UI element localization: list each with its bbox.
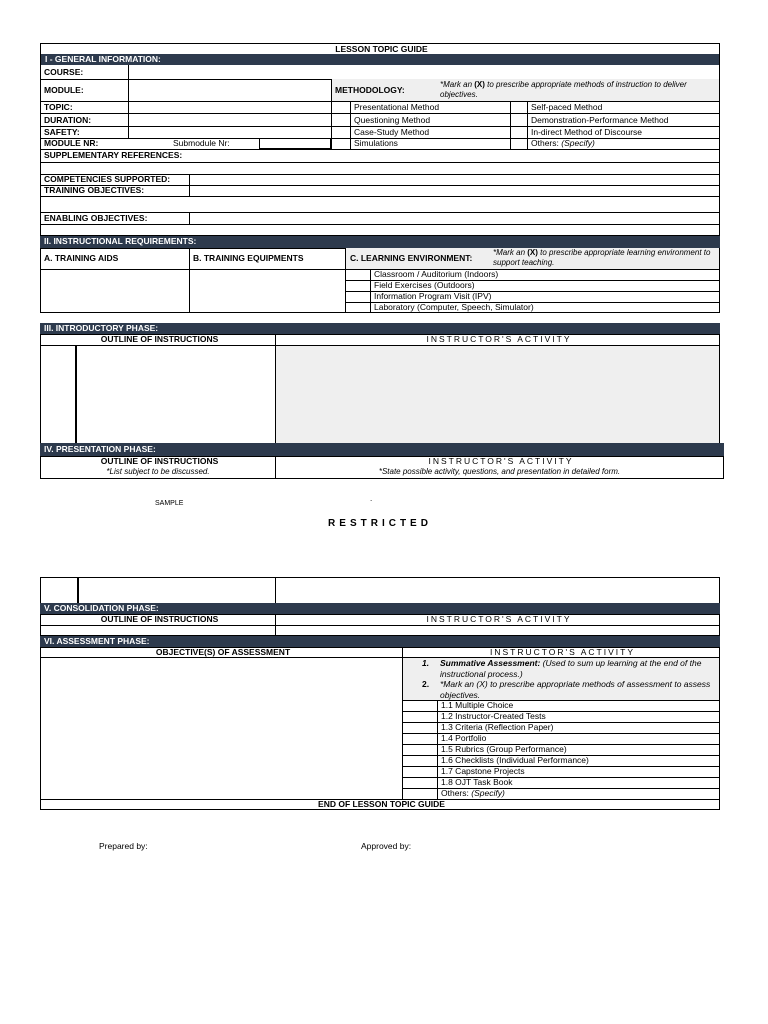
assessment-method: 1.6 Checklists (Individual Performance)	[441, 755, 589, 765]
assessment-method: 1.3 Criteria (Reflection Paper)	[441, 722, 554, 732]
method-option: Questioning Method	[354, 115, 431, 125]
end-of-guide: END OF LESSON TOPIC GUIDE	[318, 799, 445, 809]
introductory-outline-field[interactable]	[78, 346, 274, 443]
assessment-method: 1.5 Rubrics (Group Performance)	[441, 744, 567, 754]
continuation-activity-field[interactable]	[276, 578, 719, 603]
module-field[interactable]	[128, 79, 331, 101]
env-option: Information Program Visit (IPV)	[374, 291, 492, 301]
introductory-activity-field[interactable]	[276, 346, 719, 443]
assessment-method: 1.4 Portfolio	[441, 733, 487, 743]
restricted-stamp: RESTRICTED	[328, 518, 432, 529]
consolidation-activity-field[interactable]	[276, 626, 719, 636]
module-nr-label: MODULE NR:	[44, 138, 99, 148]
section-introductory-header: III. INTRODUCTORY PHASE:	[40, 323, 720, 334]
module-label: MODULE:	[44, 85, 84, 95]
method-option: In-direct Method of Discourse	[531, 127, 643, 137]
list-subject-note: *List subject to be discussed.	[106, 467, 210, 476]
env-option: Field Exercises (Outdoors)	[374, 280, 475, 290]
training-equipments-header: B. TRAINING EQUIPMENTS	[189, 248, 304, 313]
continuation-outline-field[interactable]	[80, 578, 274, 603]
prepared-by-label: Prepared by:	[99, 841, 148, 851]
outline-header: OUTLINE OF INSTRUCTIONS	[100, 334, 219, 344]
method-option-others: Others: (Specify)	[531, 138, 595, 148]
training-objectives-label: TRAINING OBJECTIVES:	[44, 185, 145, 195]
methodology-label: METHODOLOGY:	[335, 85, 405, 95]
assessment-item-2: 2. *Mark an (X) to prescribe appropriate methods of assessment to assess objectives.	[422, 679, 711, 700]
competencies-field[interactable]	[189, 174, 719, 185]
section-assessment-header: VI. ASSESSMENT PHASE:	[40, 636, 720, 647]
method-option: Demonstration-Performance Method	[531, 115, 669, 125]
activity-header: INSTRUCTOR'S ACTIVITY	[489, 647, 635, 657]
enabling-objectives-label: ENABLING OBJECTIVES:	[44, 213, 148, 223]
activity-header: INSTRUCTOR'S ACTIVITY	[275, 614, 719, 636]
learning-env-header: C. LEARNING ENVIRONMENT:	[350, 253, 473, 263]
submodule-nr-label: Submodule Nr:	[173, 138, 230, 148]
assessment-item-1: 1. Summative Assessment: (Used to sum up learning at the end of the instructional process.)	[422, 658, 702, 679]
assessment-method-others: Others: (Specify)	[441, 788, 505, 798]
objectives-header: OBJECTIVE(S) OF ASSESSMENT	[155, 647, 291, 657]
training-aids-header: A. TRAINING AIDS	[44, 253, 119, 263]
section-consolidation-header: V. CONSOLIDATION PHASE:	[40, 603, 720, 614]
approved-by-label: Approved by:	[361, 841, 412, 851]
assessment-method: 1.7 Capstone Projects	[441, 766, 525, 776]
course-field[interactable]	[128, 65, 719, 79]
method-option: Simulations	[354, 138, 398, 148]
section-general-header: I - GENERAL INFORMATION:	[41, 54, 719, 65]
learning-env-note: *Mark an (X) to prescribe appropriate learning environment to support teaching.	[493, 248, 711, 267]
methodology-note: *Mark an (X) to prescribe appropriate methods of instruction to deliver objectives.	[440, 80, 687, 99]
state-activity-note: *State possible activity, questions, and presentation in detailed form.	[378, 467, 621, 476]
activity-header: INSTRUCTOR'S ACTIVITY	[275, 334, 719, 444]
method-option: Self-paced Method	[531, 102, 603, 112]
course-label: COURSE:	[44, 67, 84, 77]
assessment-method: 1.8 OJT Task Book	[441, 777, 513, 787]
enabling-objectives-field[interactable]	[189, 212, 719, 224]
page-title: LESSON TOPIC GUIDE	[335, 44, 428, 54]
training-aids-field[interactable]	[41, 270, 188, 312]
topic-field[interactable]	[128, 101, 331, 138]
assessment-checkbox-column[interactable]	[404, 701, 436, 798]
section-instructional-header: II. INSTRUCTIONAL REQUIREMENTS:	[40, 236, 720, 248]
dot-mark: .	[370, 494, 373, 503]
outline-header: OUTLINE OF INSTRUCTIONS	[100, 614, 219, 624]
safety-label: SAFETY:	[44, 127, 80, 137]
topic-label: TOPIC:	[44, 102, 73, 112]
consolidation-outline-field[interactable]	[41, 626, 274, 636]
training-equipments-field[interactable]	[190, 270, 344, 312]
method-option: Presentational Method	[354, 102, 440, 112]
method-option: Case-Study Method	[354, 127, 430, 137]
env-option: Laboratory (Computer, Speech, Simulator)	[374, 302, 534, 312]
assessment-objectives-field[interactable]	[41, 658, 401, 798]
competencies-label: COMPETENCIES SUPPORTED:	[44, 174, 171, 184]
assessment-method: 1.2 Instructor-Created Tests	[441, 711, 546, 721]
activity-header: INSTRUCTOR'S ACTIVITY	[428, 456, 574, 466]
sample-stamp: SAMPLE	[155, 500, 184, 507]
outline-header: OUTLINE OF INSTRUCTIONS	[100, 456, 219, 466]
training-objectives-field[interactable]	[189, 185, 719, 196]
supplementary-label: SUPPLEMENTARY REFERENCES:	[44, 150, 183, 160]
submodule-nr-field[interactable]	[259, 138, 331, 149]
assessment-method: 1.1 Multiple Choice	[441, 700, 514, 710]
supplementary-field[interactable]	[41, 163, 719, 174]
section-presentation-header: IV. PRESENTATION PHASE:	[40, 443, 724, 456]
duration-label: DURATION:	[44, 115, 92, 125]
method-checkbox[interactable]	[332, 102, 349, 112]
env-option: Classroom / Auditorium (Indoors)	[374, 269, 499, 279]
